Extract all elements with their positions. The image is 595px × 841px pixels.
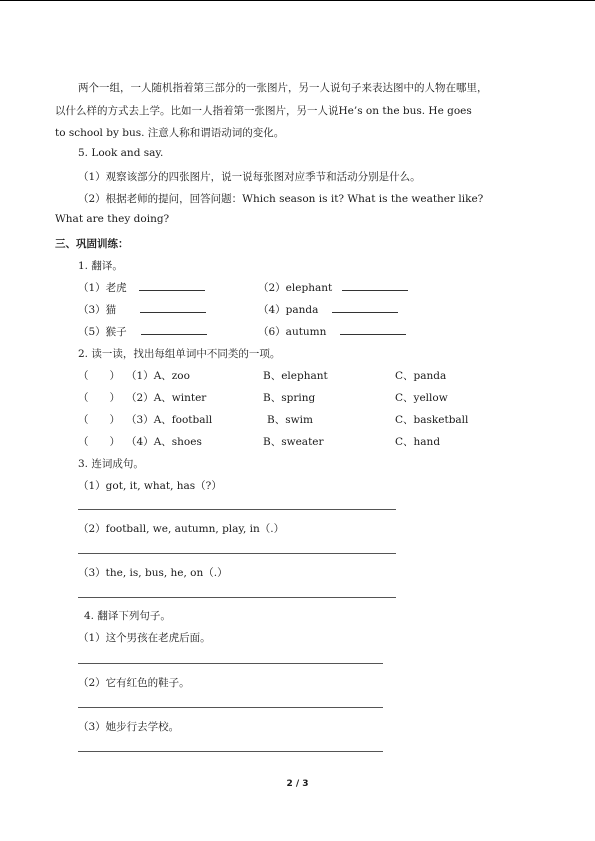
q3-item-1: （1）got, it, what, has（?） (78, 480, 222, 492)
page-number: 2 / 3 (286, 779, 309, 789)
q2-option-c: C、basketball (395, 414, 469, 426)
intro-line-3: to school by bus. 注意人称和谓语动词的变化。 (55, 127, 285, 139)
q2-option-a: （2）A、winter (126, 392, 207, 404)
answer-line[interactable] (78, 707, 383, 708)
q2-option-c: C、hand (395, 436, 441, 448)
q3-item-2: （2）football, we, autumn, play, in（.） (78, 523, 285, 535)
q2-option-c: C、panda (395, 370, 447, 382)
q2-option-c: C、yellow (395, 392, 448, 404)
q1-title: 1. 翻译。 (78, 260, 123, 272)
q2-option-b: B、swim (267, 414, 313, 426)
answer-blank[interactable] (332, 303, 398, 313)
answer-line[interactable] (78, 509, 396, 510)
q1-item: （5）猴子 (78, 324, 207, 339)
q2-option-a: （1）A、zoo (126, 370, 190, 382)
answer-blank[interactable] (340, 325, 406, 335)
answer-line[interactable] (78, 751, 383, 752)
answer-bracket[interactable]: （ ） (78, 392, 120, 404)
answer-line[interactable] (78, 663, 383, 664)
answer-blank[interactable] (139, 281, 205, 291)
look-say-title: 5. Look and say. (78, 147, 164, 159)
look-say-item-2-cont: What are they doing? (55, 213, 170, 225)
q1-item: （6）autumn (258, 324, 406, 339)
q4-item-1: （1）这个男孩在老虎后面。 (78, 632, 211, 644)
q3-item-3: （3）the, is, bus, he, on（.） (78, 567, 228, 579)
answer-blank[interactable] (342, 281, 408, 291)
page-top-rule (0, 0, 595, 1)
answer-bracket[interactable]: （ ） (78, 436, 120, 448)
answer-bracket[interactable]: （ ） (78, 414, 120, 426)
answer-blank[interactable] (140, 303, 206, 313)
answer-line[interactable] (78, 597, 396, 598)
q2-option-a: （3）A、football (126, 414, 213, 426)
answer-bracket[interactable]: （ ） (78, 370, 120, 382)
q2-title: 2. 读一读，找出每组单词中不同类的一项。 (78, 348, 281, 360)
q4-item-3: （3）她步行去学校。 (78, 721, 180, 733)
q1-item: （3）猫 (78, 302, 206, 317)
q1-item: （4）panda (258, 302, 398, 317)
intro-line-1: 两个一组，一人随机指着第三部分的一张图片，另一人说句子来表达图中的人物在哪里， (78, 82, 488, 94)
q3-title: 3. 连词成句。 (78, 458, 144, 470)
q4-item-2: （2）它有红色的鞋子。 (78, 677, 190, 689)
q2-option-b: B、sweater (263, 436, 324, 448)
q1-item: （2）elephant (258, 280, 408, 295)
answer-line[interactable] (78, 553, 396, 554)
answer-blank[interactable] (141, 325, 207, 335)
look-say-item-1: （1）观察该部分的四张图片，说一说每张图对应季节和活动分别是什么。 (78, 171, 421, 183)
section-3-heading: 三、巩固训练： (55, 238, 129, 250)
q2-option-b: B、spring (263, 392, 316, 404)
q2-option-b: B、elephant (263, 370, 328, 382)
intro-line-2: 以什么样的方式去上学。比如一人指着第一张图片，另一人说He’s on the bus. He goes (55, 105, 472, 117)
look-say-item-2: （2）根据老师的提问，回答问题：Which season is it? What is the weather like? (78, 193, 484, 205)
q4-title: 4. 翻译下列句子。 (84, 610, 171, 622)
q1-item: （1）老虎 (78, 280, 205, 295)
q2-option-a: （4）A、shoes (126, 436, 202, 448)
